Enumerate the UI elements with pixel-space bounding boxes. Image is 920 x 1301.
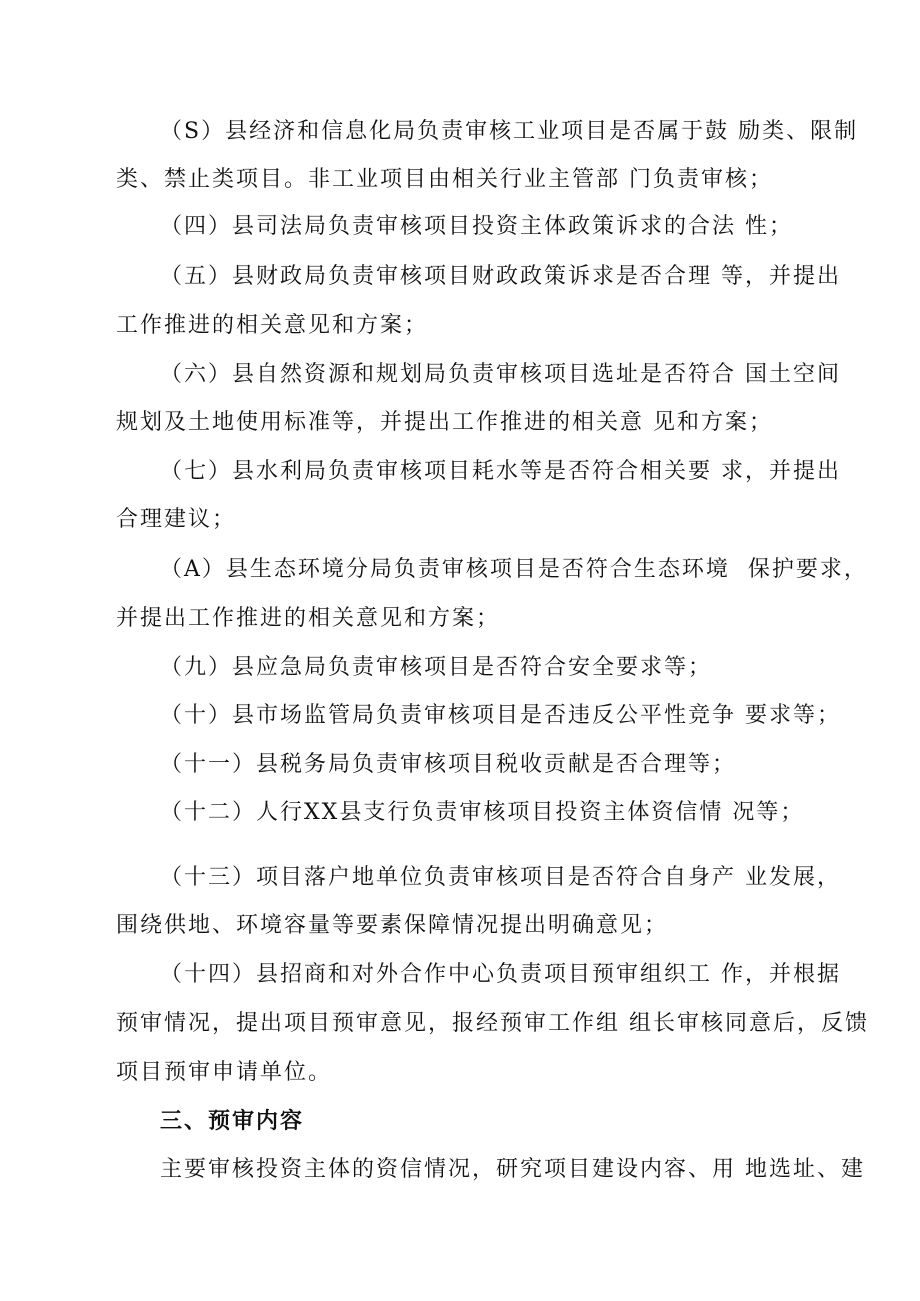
paragraph-line: （四）县司法局负责审核项目投资主体政策诉求的合法 性； [160, 214, 793, 239]
paragraph-line: （六）县自然资源和规划局负责审核项目选址是否符合 国土空间 [160, 362, 841, 387]
paragraph-line: 类、禁止类项目。非工业项目由相关行业主管部 门负责审核； [116, 167, 773, 192]
paragraph-line: 合理建议； [116, 507, 237, 532]
paragraph-line: 主要审核投资主体的资信情况，研究项目建设内容、用 地选址、建 [160, 1157, 865, 1182]
paragraph-line: （十二）人行XX县支行负责审核项目投资主体资信情 况等； [160, 800, 805, 825]
paragraph-line: 工作推进的相关意见和方案； [116, 313, 429, 338]
paragraph-line: （A）县生态环境分局负责审核项目是否符合生态环境 保护要求， [160, 557, 868, 582]
paragraph-line: （五）县财政局负责审核项目财政政策诉求是否合理 等，并提出 [160, 264, 841, 289]
paragraph-line: （十三）项目落户地单位负责审核项目是否符合自身产 业发展， [160, 865, 841, 890]
paragraph-line: 并提出工作推进的相关意见和方案； [116, 606, 501, 631]
paragraph-line: 规划及土地使用标准等，并提出工作推进的相关意 见和方案； [116, 410, 773, 435]
paragraph-line: 项目预审申请单位。 [116, 1060, 333, 1085]
paragraph-line: （十一）县税务局负责审核项目税收贡献是否合理等； [160, 752, 737, 777]
paragraph-line: （十四）县招商和对外合作中心负责项目预审组织工 作，并根据 [160, 962, 841, 987]
paragraph-line: （九）县应急局负责审核项目是否符合安全要求等； [160, 655, 713, 680]
paragraph-line: （S）县经济和信息化局负责审核工业项目是否属于鼓 励类、限制 [160, 119, 859, 144]
paragraph-line: 预审情况，提出项目预审意见，报经预审工作组 组长审核同意后，反馈 [116, 1011, 869, 1036]
paragraph-line: （七）县水利局负责审核项目耗水等是否符合相关要 求，并提出 [160, 459, 841, 484]
section-heading: 三、预审内容 [160, 1108, 305, 1134]
paragraph-line: （十）县市场监管局负责审核项目是否违反公平性竞争 要求等； [160, 703, 841, 728]
paragraph-line: 围绕供地、环境容量等要素保障情况提出明确意见； [116, 913, 669, 938]
